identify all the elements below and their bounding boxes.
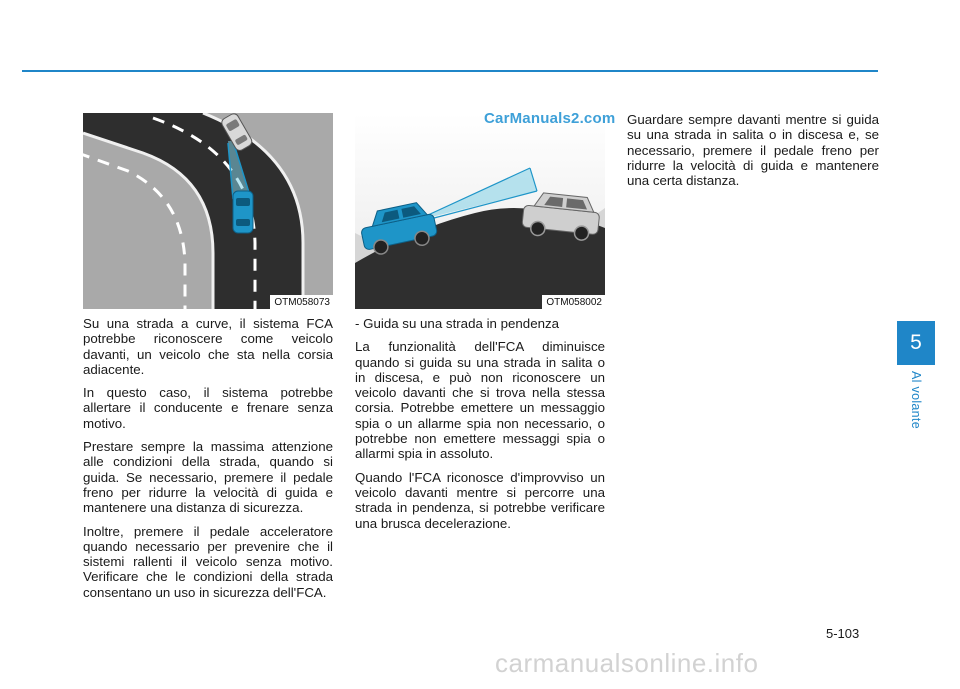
- section-heading: - Guida su una strada in pendenza: [355, 316, 560, 331]
- slope-road-illustration: [355, 113, 605, 309]
- slope-road-figure: [355, 113, 605, 309]
- paragraph: Prestare sempre la massima attenzione alle condizioni della strada, quando si guida. Se necessario, premere il pedale freno per ridurre la velocità di guida e mantenere una distanza di sicurezza.: [83, 439, 333, 516]
- header-rule: [22, 70, 878, 72]
- paragraph: La funzionalità dell'FCA diminuisce quando si guida su una strada in salita o in discesa, e può non riconoscere un veicolo davanti che si trova nella stessa corsia. Potrebbe emettere un messaggio spia o un allarme spia non necessario, o potrebbe non emettere messaggi spia o allarmi spia in assoluto.: [355, 339, 605, 462]
- figure-code: OTM058002: [542, 295, 605, 309]
- paragraph: In questo caso, il sistema potrebbe allertare il conducente e frenare senza motivo.: [83, 385, 333, 431]
- page-number: 5-103: [826, 626, 860, 641]
- figure-code: OTM058073: [270, 295, 333, 309]
- chapter-number-tab: 5: [897, 321, 935, 365]
- paragraph: Guardare sempre davanti mentre si guida su una strada in salita o in discesa e, se necessario, premere il pedale freno per ridurre la velocità di guida e mantenere una certa distanza.: [627, 112, 879, 189]
- curved-road-illustration: [83, 113, 333, 309]
- paragraph: Inoltre, premere il pedale acceleratore quando necessario per prevenire che il sistemi rallenti il veicolo senza motivo. Verificare che le condizioni della strada consentano un uso in sicurezza dell'FCA.: [83, 523, 333, 600]
- watermark-carmanualsonline: carmanualsonline.info: [495, 648, 759, 678]
- curved-road-figure: [83, 113, 333, 309]
- watermark-carmanuals: CarManuals2.com: [484, 110, 616, 127]
- paragraph: Quando l'FCA riconosce d'improvviso un veicolo davanti mentre si percorre una strada in pendenza, si potrebbe verificare una brusca decelerazione.: [355, 469, 605, 531]
- chapter-label: Al volante: [909, 371, 923, 429]
- text-column-3: [627, 112, 879, 196]
- text-column-2: [355, 316, 605, 539]
- text-column-1: [83, 316, 333, 608]
- paragraph: Su una strada a curve, il sistema FCA potrebbe riconoscere come veicolo davanti, un veicolo che sta nella corsia adiacente.: [83, 316, 333, 377]
